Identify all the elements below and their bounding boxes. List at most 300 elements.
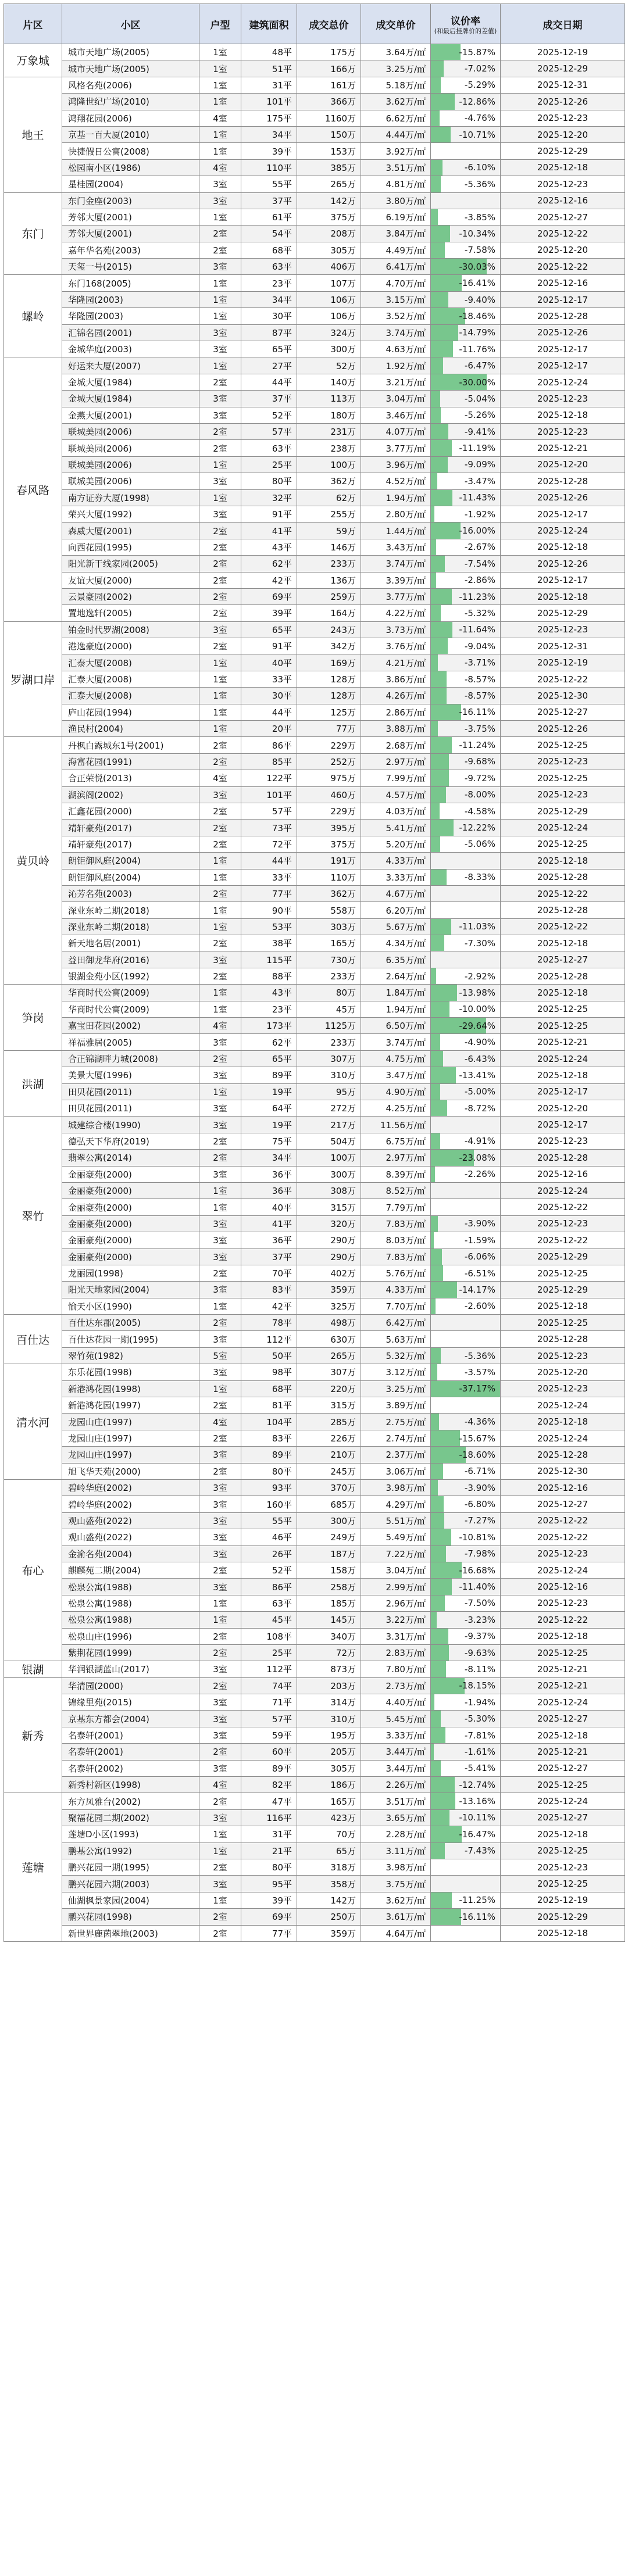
area-cell: 48平 <box>241 44 297 60</box>
total-cell: 975万 <box>297 770 361 786</box>
unit-cell: 6.35万/㎡ <box>361 951 431 968</box>
rate-value: -5.36% <box>464 178 495 189</box>
total-cell: 164万 <box>297 605 361 621</box>
total-cell: 180万 <box>297 407 361 423</box>
rate-value: -11.64% <box>459 624 495 635</box>
rate-cell <box>431 423 501 439</box>
area-cell: 60平 <box>241 1744 297 1760</box>
area-cell: 36平 <box>241 1166 297 1182</box>
layout-cell: 3室 <box>199 1876 241 1892</box>
table-row <box>4 836 625 852</box>
date-cell: 2025-12-20 <box>501 242 625 258</box>
layout-cell: 2室 <box>199 1050 241 1067</box>
area-cell: 63平 <box>241 440 297 456</box>
layout-cell: 2室 <box>199 1430 241 1446</box>
unit-cell: 4.03万/㎡ <box>361 803 431 819</box>
area-cell: 55平 <box>241 176 297 192</box>
area-cell: 80平 <box>241 1463 297 1479</box>
table-row <box>4 1347 625 1364</box>
layout-cell: 2室 <box>199 1628 241 1644</box>
layout-cell: 3室 <box>199 1215 241 1232</box>
rate-bar <box>431 638 448 654</box>
community-cell: 汇泰大厦(2008) <box>62 688 199 704</box>
total-cell: 217万 <box>297 1117 361 1133</box>
community-cell: 渔民村(2004) <box>62 721 199 737</box>
rate-value: -5.29% <box>464 80 495 91</box>
area-cell: 37平 <box>241 192 297 209</box>
rate-cell <box>431 1711 501 1727</box>
layout-cell: 1室 <box>199 60 241 77</box>
rate-cell <box>431 1018 501 1034</box>
total-cell: 359万 <box>297 1282 361 1298</box>
community-cell: 名泰轩(2001) <box>62 1727 199 1743</box>
layout-cell: 2室 <box>199 1315 241 1331</box>
table-row <box>4 1512 625 1529</box>
area-cell: 57平 <box>241 423 297 439</box>
rate-value: -12.86% <box>459 96 495 107</box>
date-cell: 2025-12-31 <box>501 638 625 654</box>
rate-cell <box>431 1859 501 1875</box>
header-rate <box>431 4 501 44</box>
area-cell: 69平 <box>241 1909 297 1925</box>
total-cell: 220万 <box>297 1380 361 1397</box>
rate-cell <box>431 1166 501 1182</box>
rate-cell <box>431 753 501 770</box>
total-cell: 730万 <box>297 951 361 968</box>
area-cell: 25平 <box>241 456 297 473</box>
total-cell: 318万 <box>297 1859 361 1875</box>
unit-cell: 7.70万/㎡ <box>361 1298 431 1314</box>
date-cell: 2025-12-21 <box>501 1677 625 1694</box>
unit-cell: 3.80万/㎡ <box>361 192 431 209</box>
rate-value: -3.75% <box>464 723 495 734</box>
rate-bar <box>431 1694 434 1710</box>
date-cell: 2025-12-29 <box>501 605 625 621</box>
rate-cell <box>431 1496 501 1512</box>
layout-cell: 3室 <box>199 1117 241 1133</box>
layout-cell: 1室 <box>199 1826 241 1842</box>
rate-cell <box>431 1100 501 1117</box>
table-row <box>4 885 625 901</box>
table-row <box>4 985 625 1001</box>
date-cell: 2025-12-28 <box>501 869 625 885</box>
table-row <box>4 77 625 93</box>
unit-cell: 3.51万/㎡ <box>361 1793 431 1809</box>
community-cell: 金城大厦(1984) <box>62 374 199 390</box>
unit-cell: 8.03万/㎡ <box>361 1232 431 1248</box>
community-cell: 名泰轩(2001) <box>62 1744 199 1760</box>
date-cell: 2025-12-23 <box>501 110 625 126</box>
rate-cell <box>431 209 501 225</box>
rate-value: -10.71% <box>459 129 495 140</box>
area-cell: 34平 <box>241 126 297 142</box>
date-cell: 2025-12-20 <box>501 1364 625 1380</box>
layout-cell: 3室 <box>199 1232 241 1248</box>
table-row <box>4 341 625 357</box>
rate-bar <box>431 226 450 241</box>
rate-bar <box>431 77 441 93</box>
table-row <box>4 1248 625 1265</box>
rate-bar <box>431 985 457 1000</box>
rate-value: -5.41% <box>464 1763 495 1774</box>
unit-cell: 1.84万/㎡ <box>361 985 431 1001</box>
unit-cell: 3.11万/㎡ <box>361 1842 431 1859</box>
rate-bar <box>431 357 443 373</box>
total-cell: 300万 <box>297 1166 361 1182</box>
rate-bar <box>431 424 448 439</box>
table-row <box>4 1083 625 1100</box>
total-cell: 125万 <box>297 704 361 720</box>
rate-bar <box>431 1612 437 1627</box>
rate-bar <box>431 1892 452 1908</box>
community-cell: 金城华庭(2003) <box>62 341 199 357</box>
total-cell: 158万 <box>297 1562 361 1578</box>
rate-value: -10.34% <box>459 228 495 239</box>
date-cell: 2025-12-17 <box>501 1117 625 1133</box>
date-cell: 2025-12-22 <box>501 1512 625 1529</box>
total-cell: 185万 <box>297 1595 361 1611</box>
area-cell: 57平 <box>241 803 297 819</box>
area-cell: 37平 <box>241 1248 297 1265</box>
total-cell: 423万 <box>297 1809 361 1826</box>
table-row <box>4 1364 625 1380</box>
total-cell: 258万 <box>297 1579 361 1595</box>
unit-cell: 1.44万/㎡ <box>361 523 431 539</box>
rate-value: -18.15% <box>459 1680 495 1691</box>
area-cell: 72平 <box>241 836 297 852</box>
table-row <box>4 869 625 885</box>
date-cell: 2025-12-23 <box>501 1859 625 1875</box>
date-cell: 2025-12-24 <box>501 1397 625 1414</box>
table-row <box>4 259 625 275</box>
community-cell: 龙园山庄(1997) <box>62 1430 199 1446</box>
layout-cell: 3室 <box>199 1512 241 1529</box>
district-cell: 百仕达 <box>4 1315 62 1364</box>
total-cell: 375万 <box>297 836 361 852</box>
area-cell: 27平 <box>241 357 297 374</box>
rate-value: -9.04% <box>464 641 495 652</box>
rate-value: -16.00% <box>459 525 495 536</box>
rate-cell <box>431 1430 501 1446</box>
layout-cell: 4室 <box>199 159 241 176</box>
community-cell: 东乐花园(1998) <box>62 1364 199 1380</box>
community-cell: 新港鸿花园(1997) <box>62 1397 199 1414</box>
date-cell: 2025-12-27 <box>501 951 625 968</box>
date-cell: 2025-12-18 <box>501 853 625 869</box>
area-cell: 45平 <box>241 1612 297 1628</box>
community-cell: 京基东方都会(2004) <box>62 1711 199 1727</box>
table-row <box>4 423 625 439</box>
rate-bar <box>431 325 458 341</box>
date-cell: 2025-12-29 <box>501 60 625 77</box>
rate-cell <box>431 77 501 93</box>
unit-cell: 1.92万/㎡ <box>361 357 431 374</box>
rate-bar <box>431 1711 441 1726</box>
rate-bar <box>431 1629 448 1644</box>
table-row <box>4 1628 625 1644</box>
unit-cell: 3.52万/㎡ <box>361 308 431 324</box>
unit-cell: 3.64万/㎡ <box>361 44 431 60</box>
table-row <box>4 1463 625 1479</box>
layout-cell: 2室 <box>199 836 241 852</box>
rate-value: -18.60% <box>459 1449 495 1460</box>
community-cell: 华清园(2000) <box>62 1677 199 1694</box>
table-row <box>4 1826 625 1842</box>
rate-value: -1.92% <box>464 509 495 520</box>
rate-cell <box>431 836 501 852</box>
date-cell: 2025-12-24 <box>501 1793 625 1809</box>
rate-value: -11.43% <box>459 492 495 503</box>
community-cell: 联城美园(2006) <box>62 440 199 456</box>
table-row <box>4 275 625 291</box>
rate-bar <box>431 1001 449 1017</box>
rate-cell <box>431 1232 501 1248</box>
community-cell: 名泰轩(2002) <box>62 1760 199 1776</box>
total-cell: 250万 <box>297 1909 361 1925</box>
layout-cell: 3室 <box>199 1661 241 1677</box>
area-cell: 25平 <box>241 1644 297 1661</box>
date-cell: 2025-12-16 <box>501 1479 625 1495</box>
date-cell: 2025-12-18 <box>501 1925 625 1941</box>
community-cell: 田贝花园(2011) <box>62 1100 199 1117</box>
rate-bar <box>431 1744 434 1759</box>
layout-cell: 3室 <box>199 1364 241 1380</box>
community-cell: 沁芳名苑(2003) <box>62 885 199 901</box>
total-cell: 166万 <box>297 60 361 77</box>
table-row <box>4 753 625 770</box>
area-cell: 122平 <box>241 770 297 786</box>
total-cell: 165万 <box>297 1793 361 1809</box>
rate-value: -11.19% <box>459 443 495 454</box>
unit-cell: 4.34万/㎡ <box>361 935 431 951</box>
date-cell: 2025-12-25 <box>501 1842 625 1859</box>
rate-value: -2.92% <box>464 971 495 982</box>
date-cell: 2025-12-25 <box>501 836 625 852</box>
district-cell: 螺岭 <box>4 275 62 357</box>
rate-value: -16.11% <box>459 707 495 718</box>
date-cell: 2025-12-28 <box>501 1150 625 1166</box>
unit-cell: 3.62万/㎡ <box>361 1892 431 1908</box>
layout-cell: 1室 <box>199 308 241 324</box>
area-cell: 44平 <box>241 853 297 869</box>
community-cell: 荣兴大厦(1992) <box>62 506 199 522</box>
rate-bar <box>431 176 441 192</box>
area-cell: 42平 <box>241 1298 297 1314</box>
rate-bar <box>431 820 454 835</box>
date-cell: 2025-12-24 <box>501 1694 625 1711</box>
date-cell: 2025-12-18 <box>501 1727 625 1743</box>
rate-value: -37.17% <box>459 1383 495 1394</box>
community-cell: 华商时代公寓(2009) <box>62 1001 199 1017</box>
layout-cell: 1室 <box>199 1199 241 1215</box>
community-cell: 鸿翔花园(2006) <box>62 110 199 126</box>
total-cell: 255万 <box>297 506 361 522</box>
community-cell: 愉天小区(1990) <box>62 1298 199 1314</box>
date-cell: 2025-12-21 <box>501 1034 625 1050</box>
date-cell: 2025-12-23 <box>501 1595 625 1611</box>
date-cell: 2025-12-26 <box>501 324 625 341</box>
community-cell: 金城大厦(1984) <box>62 391 199 407</box>
date-cell: 2025-12-23 <box>501 1380 625 1397</box>
date-cell: 2025-12-22 <box>501 918 625 935</box>
layout-cell: 3室 <box>199 1067 241 1083</box>
date-cell: 2025-12-27 <box>501 1809 625 1826</box>
rate-bar <box>431 770 449 786</box>
layout-cell: 3室 <box>199 391 241 407</box>
layout-cell: 1室 <box>199 985 241 1001</box>
date-cell: 2025-12-19 <box>501 44 625 60</box>
date-cell: 2025-12-31 <box>501 77 625 93</box>
date-cell: 2025-12-25 <box>501 1265 625 1281</box>
layout-cell: 1室 <box>199 1380 241 1397</box>
total-cell: 308万 <box>297 1182 361 1198</box>
table-row <box>4 308 625 324</box>
rate-bar <box>431 704 461 720</box>
rate-bar <box>431 1843 445 1859</box>
unit-cell: 3.74万/㎡ <box>361 1034 431 1050</box>
community-cell: 东方凤雅台(2002) <box>62 1793 199 1809</box>
community-cell: 汇泰大厦(2008) <box>62 671 199 687</box>
layout-cell: 2室 <box>199 539 241 555</box>
layout-cell: 2室 <box>199 556 241 572</box>
table-row <box>4 242 625 258</box>
unit-cell: 2.37万/㎡ <box>361 1447 431 1463</box>
area-cell: 33平 <box>241 671 297 687</box>
total-cell: 106万 <box>297 308 361 324</box>
date-cell: 2025-12-23 <box>501 391 625 407</box>
community-cell: 龙丽园(1998) <box>62 1265 199 1281</box>
total-cell: 252万 <box>297 753 361 770</box>
rate-cell <box>431 1562 501 1578</box>
layout-cell: 3室 <box>199 506 241 522</box>
rate-value: -15.67% <box>459 1433 495 1444</box>
table-row <box>4 1133 625 1149</box>
rate-bar <box>431 1793 455 1809</box>
rate-bar <box>431 209 438 225</box>
total-cell: 362万 <box>297 885 361 901</box>
date-cell: 2025-12-22 <box>501 1612 625 1628</box>
community-cell: 翡翠公寓(2014) <box>62 1150 199 1166</box>
layout-cell: 3室 <box>199 473 241 489</box>
total-cell: 310万 <box>297 1711 361 1727</box>
layout-cell: 2室 <box>199 1793 241 1809</box>
rate-cell <box>431 126 501 142</box>
rate-value: -8.00% <box>464 789 495 800</box>
layout-cell: 4室 <box>199 1777 241 1793</box>
rate-bar <box>431 539 436 555</box>
rate-value: -16.68% <box>459 1565 495 1576</box>
date-cell: 2025-12-28 <box>501 902 625 918</box>
layout-cell: 1室 <box>199 489 241 506</box>
community-cell: 松泉公寓(1988) <box>62 1612 199 1628</box>
table-row <box>4 1215 625 1232</box>
rate-cell <box>431 1925 501 1941</box>
unit-cell: 6.41万/㎡ <box>361 259 431 275</box>
date-cell: 2025-12-25 <box>501 1644 625 1661</box>
unit-cell: 4.81万/㎡ <box>361 176 431 192</box>
table-row <box>4 572 625 588</box>
rate-value: -8.33% <box>464 872 495 883</box>
unit-cell: 4.57万/㎡ <box>361 786 431 803</box>
layout-cell: 1室 <box>199 704 241 720</box>
area-cell: 36平 <box>241 1232 297 1248</box>
community-cell: 阳光天地家园(2004) <box>62 1282 199 1298</box>
rate-bar <box>431 1348 441 1364</box>
unit-cell: 2.28万/㎡ <box>361 1826 431 1842</box>
community-cell: 益田御龙华府(2016) <box>62 951 199 968</box>
layout-cell: 1室 <box>199 654 241 671</box>
total-cell: 77万 <box>297 721 361 737</box>
rate-bar <box>431 1265 443 1281</box>
table-row <box>4 60 625 77</box>
community-cell: 阳光新干线家园(2005) <box>62 556 199 572</box>
rate-value: -7.30% <box>464 938 495 949</box>
rate-value: -8.57% <box>464 674 495 685</box>
rate-cell <box>431 1215 501 1232</box>
rate-bar <box>431 242 445 258</box>
area-cell: 39平 <box>241 1892 297 1908</box>
area-cell: 52平 <box>241 1562 297 1578</box>
community-cell: 德弘天下华府(2019) <box>62 1133 199 1149</box>
table-row <box>4 1430 625 1446</box>
unit-cell: 5.45万/㎡ <box>361 1711 431 1727</box>
area-cell: 81平 <box>241 1397 297 1414</box>
area-cell: 112平 <box>241 1661 297 1677</box>
rate-cell <box>431 1727 501 1743</box>
community-cell: 金丽豪苑(2000) <box>62 1248 199 1265</box>
total-cell: 362万 <box>297 473 361 489</box>
community-cell: 联城美园(2006) <box>62 456 199 473</box>
community-cell: 鸿隆世纪广场(2010) <box>62 94 199 110</box>
unit-cell: 3.61万/㎡ <box>361 1909 431 1925</box>
rate-cell <box>431 1842 501 1859</box>
unit-cell: 3.92万/㎡ <box>361 143 431 159</box>
rate-cell <box>431 721 501 737</box>
area-cell: 77平 <box>241 885 297 901</box>
rate-bar <box>431 1051 443 1067</box>
district-cell: 东门 <box>4 192 62 275</box>
unit-cell: 6.20万/㎡ <box>361 902 431 918</box>
table-row <box>4 291 625 307</box>
rate-cell <box>431 1248 501 1265</box>
rate-cell <box>431 1199 501 1215</box>
rate-cell <box>431 226 501 242</box>
table-row <box>4 1677 625 1694</box>
layout-cell: 1室 <box>199 688 241 704</box>
unit-cell: 3.84万/㎡ <box>361 226 431 242</box>
total-cell: 315万 <box>297 1397 361 1414</box>
area-cell: 63平 <box>241 259 297 275</box>
community-cell: 深业东岭二期(2018) <box>62 918 199 935</box>
table-row <box>4 407 625 423</box>
area-cell: 34平 <box>241 291 297 307</box>
unit-cell: 3.76万/㎡ <box>361 638 431 654</box>
layout-cell: 3室 <box>199 1166 241 1182</box>
area-cell: 89平 <box>241 1760 297 1776</box>
rate-value: -6.43% <box>464 1053 495 1064</box>
rate-cell <box>431 556 501 572</box>
date-cell: 2025-12-29 <box>501 803 625 819</box>
district-cell: 莲塘 <box>4 1793 62 1942</box>
unit-cell: 4.33万/㎡ <box>361 1282 431 1298</box>
layout-cell: 3室 <box>199 324 241 341</box>
date-cell: 2025-12-27 <box>501 704 625 720</box>
layout-cell: 1室 <box>199 1083 241 1100</box>
total-cell: 169万 <box>297 654 361 671</box>
rate-value: -8.11% <box>464 1663 495 1675</box>
table-row <box>4 786 625 803</box>
total-cell: 245万 <box>297 1463 361 1479</box>
